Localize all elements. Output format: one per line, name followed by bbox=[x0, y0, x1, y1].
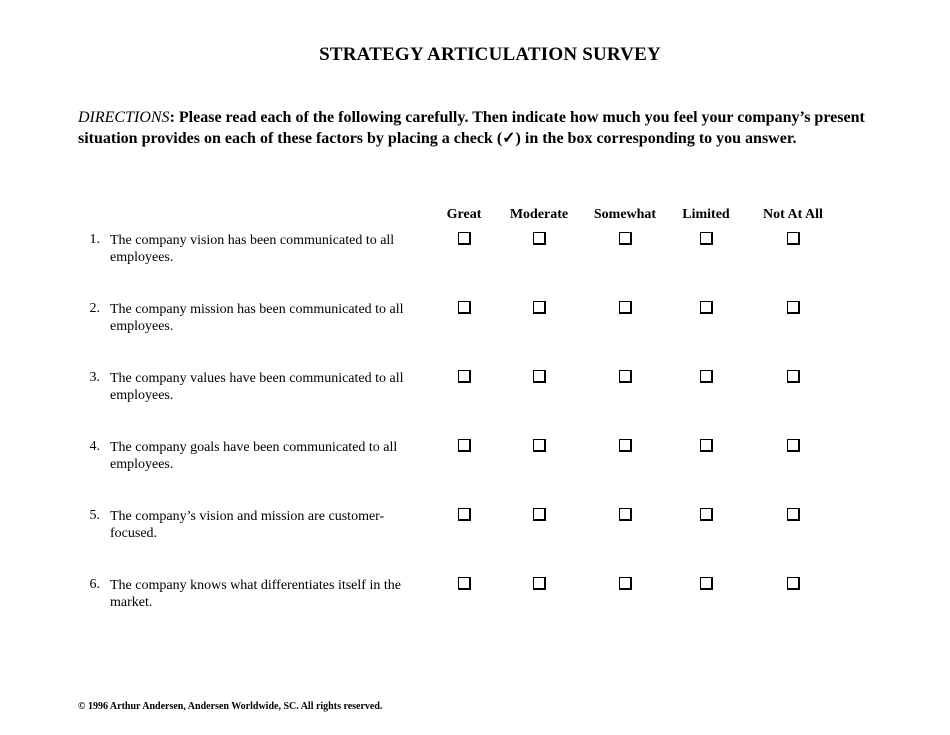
item-statement: The company mission has been communicated to all employees. bbox=[110, 302, 404, 334]
checkbox-moderate[interactable] bbox=[533, 577, 546, 590]
checkbox-moderate[interactable] bbox=[533, 508, 546, 521]
item-statement: The company’s vision and mission are customer-focused. bbox=[110, 509, 385, 541]
checkbox-moderate[interactable] bbox=[533, 370, 546, 383]
column-header-not-at-all: Not At All bbox=[763, 207, 823, 222]
page-title: STRATEGY ARTICULATION SURVEY bbox=[319, 44, 661, 65]
directions-label: DIRECTIONS bbox=[78, 109, 170, 126]
checkbox-limited[interactable] bbox=[700, 577, 713, 590]
checkbox-not-at-all[interactable] bbox=[787, 232, 800, 245]
item-number: 3. bbox=[89, 370, 100, 385]
item-statement: The company knows what differentiates itself in the market. bbox=[110, 578, 401, 610]
checkbox-great[interactable] bbox=[458, 577, 471, 590]
item-number: 2. bbox=[89, 301, 100, 316]
checkbox-limited[interactable] bbox=[700, 370, 713, 383]
item-statement: The company goals have been communicated to all employees. bbox=[110, 440, 398, 472]
column-header-great: Great bbox=[446, 207, 482, 222]
checkbox-not-at-all[interactable] bbox=[787, 301, 800, 314]
checkbox-great[interactable] bbox=[458, 508, 471, 521]
item-number: 4. bbox=[89, 439, 100, 454]
survey-item bbox=[0, 439, 950, 479]
item-statement: The company values have been communicated to all employees. bbox=[110, 371, 404, 403]
checkbox-moderate[interactable] bbox=[533, 301, 546, 314]
checkbox-limited[interactable] bbox=[700, 508, 713, 521]
column-header-moderate: Moderate bbox=[509, 207, 569, 222]
checkbox-somewhat[interactable] bbox=[619, 577, 632, 590]
item-number: 1. bbox=[89, 232, 100, 247]
checkbox-not-at-all[interactable] bbox=[787, 439, 800, 452]
checkbox-moderate[interactable] bbox=[533, 232, 546, 245]
survey-item bbox=[0, 232, 950, 272]
checkbox-limited[interactable] bbox=[700, 301, 713, 314]
checkbox-not-at-all[interactable] bbox=[787, 508, 800, 521]
column-header-limited: Limited bbox=[682, 207, 730, 222]
checkbox-not-at-all[interactable] bbox=[787, 577, 800, 590]
checkbox-great[interactable] bbox=[458, 232, 471, 245]
checkbox-great[interactable] bbox=[458, 439, 471, 452]
item-number: 5. bbox=[89, 508, 100, 523]
checkbox-somewhat[interactable] bbox=[619, 508, 632, 521]
item-number: 6. bbox=[89, 577, 100, 592]
checkbox-not-at-all[interactable] bbox=[787, 370, 800, 383]
survey-item bbox=[0, 577, 950, 617]
directions-text: : Please read each of the following carefully. Then indicate how much you feel your company’s present situation provides on each of these factors by placing a check (✓) in the box corresponding to you answer. bbox=[78, 109, 865, 147]
checkbox-somewhat[interactable] bbox=[619, 439, 632, 452]
survey-item bbox=[0, 508, 950, 548]
copyright-footer: © 1996 Arthur Andersen, Andersen Worldwide, SC. All rights reserved. bbox=[78, 701, 383, 712]
checkbox-somewhat[interactable] bbox=[619, 370, 632, 383]
column-header-somewhat: Somewhat bbox=[593, 207, 657, 222]
checkbox-limited[interactable] bbox=[700, 439, 713, 452]
survey-item bbox=[0, 301, 950, 341]
checkbox-somewhat[interactable] bbox=[619, 301, 632, 314]
survey-item bbox=[0, 370, 950, 410]
checkbox-somewhat[interactable] bbox=[619, 232, 632, 245]
checkbox-great[interactable] bbox=[458, 301, 471, 314]
checkbox-limited[interactable] bbox=[700, 232, 713, 245]
directions bbox=[78, 107, 878, 149]
checkbox-moderate[interactable] bbox=[533, 439, 546, 452]
checkbox-great[interactable] bbox=[458, 370, 471, 383]
item-statement: The company vision has been communicated to all employees. bbox=[110, 233, 395, 265]
